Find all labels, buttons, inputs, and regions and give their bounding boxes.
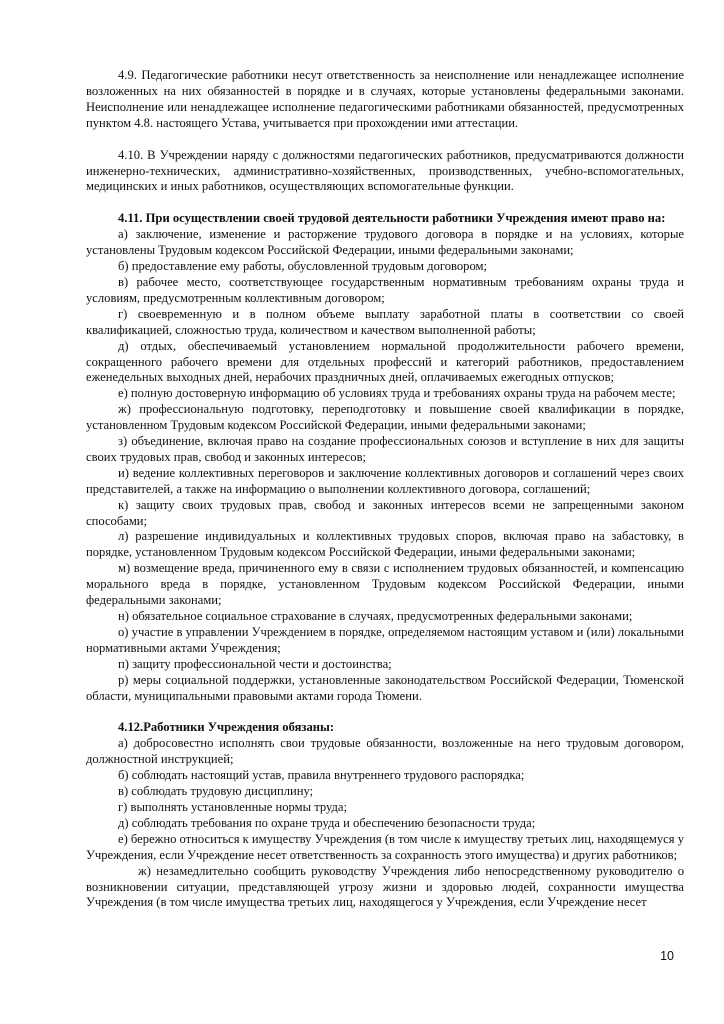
rights-item-d: д) отдых, обеспечиваемый установлением нормальной продолжительности рабочего времени, сокращенного рабочего времени для отдельных профессий и категорий работников, предоставлением еженедельных выходных дней, нерабочих праздничных дней, оплачиваемых ежегодных отпусков; <box>86 338 684 385</box>
duties-item-e: е) бережно относиться к имуществу Учреждения (в том числе к имуществу третьих лиц, находящемуся у Учреждения, если Учреждение несет ответственность за сохранность этого имущества) и других работников; <box>86 831 684 862</box>
rights-item-b: б) предоставление ему работы, обусловленной трудовым договором; <box>118 259 487 274</box>
section-4-11-heading: 4.11. При осуществлении своей трудовой деятельности работники Учреждения имеют право на: <box>118 211 666 226</box>
page-number: 10 <box>660 949 674 963</box>
section-4-12-heading: 4.12.Работники Учреждения обязаны: <box>118 720 335 735</box>
rights-item-g: г) своевременную и в полном объеме выплату заработной платы в соответствии со своей квалификацией, сложностью труда, количеством и качеством выполненной работы; <box>86 306 684 337</box>
rights-item-i: и) ведение коллективных переговоров и заключение коллективных договоров и соглашений через своих представителей, а также на информацию о выполнении коллективного договора, соглашений; <box>86 465 684 496</box>
rights-item-a: а) заключение, изменение и расторжение трудового договора в порядке и на условиях, которые установлены Трудовым кодексом Российской Федерации, иными федеральными законами; <box>86 227 684 258</box>
duties-item-a: а) добросовестно исполнять свои трудовые обязанности, возложенные на него трудовым договором, должностной инструкцией; <box>86 736 684 767</box>
rights-item-o: о) участие в управлении Учреждением в порядке, определяемом настоящим уставом и (или) локальными нормативными актами Учреждения; <box>86 624 684 655</box>
rights-item-k: к) защиту своих трудовых прав, свобод и законных интересов всеми не запрещенными законом способами; <box>86 497 684 528</box>
spacer <box>86 704 684 720</box>
duties-item-b: б) соблюдать настоящий устав, правила внутреннего трудового распорядка; <box>118 768 525 783</box>
duties-item-g: г) выполнять установленные нормы труда; <box>118 799 348 814</box>
rights-item-l: л) разрешение индивидуальных и коллективных трудовых споров, включая право на забастовку, в порядке, установленном Трудовым кодексом Российской Федерации, иными федеральными законами; <box>86 529 684 560</box>
rights-item-r: р) меры социальной поддержки, установленные законодательством Российской Федерации, Тюменской области, муниципальными правовыми актами города Тюмени. <box>86 672 684 703</box>
spacer <box>86 195 684 211</box>
document-page <box>86 68 684 911</box>
rights-item-zh: ж) профессиональную подготовку, переподготовку и повышение своей квалификации в порядке, установленном Трудовым кодексом Российской Федерации, иными федеральными законами; <box>86 402 684 433</box>
section-4-10: 4.10. В Учреждении наряду с должностями педагогических работников, предусматриваются должности инженерно-технических, административно-хозяйственных, производственных, учебно-вспомогательных, медицинских и иных работников, осуществляющих вспомогательные функции. <box>86 147 684 194</box>
rights-item-e: е) полную достоверную информацию об условиях труда и требованиях охраны труда на рабочем месте; <box>118 386 676 401</box>
duties-item-zh: ж) незамедлительно сообщить руководству Учреждения либо непосредственному руководителю о возникновении ситуации, представляющей угрозу жизни и здоровью людей, сохранности имущества Учреждения (в том числе имущества третьих лиц, находящегося у Учреждения, если Учреждение несет <box>86 863 684 910</box>
rights-item-v: в) рабочее место, соответствующее государственным нормативным требованиям охраны труда и условиям, предусмотренным коллективным договором; <box>86 274 684 305</box>
rights-item-n: н) обязательное социальное страхование в случаях, предусмотренных федеральными законами; <box>118 609 633 623</box>
rights-item-z: з) объединение, включая право на создание профессиональных союзов и вступление в них для защиты своих трудовых прав, свобод и законных интересов; <box>86 434 684 464</box>
duties-item-v: в) соблюдать трудовую дисциплину; <box>118 784 314 799</box>
spacer <box>86 132 684 148</box>
section-4-9: 4.9. Педагогические работники несут ответственность за неисполнение или ненадлежащее исполнение возложенных на них обязанностей в порядке и в случаях, которые установлены федеральными законами. Неисполнение или ненадлежащее исполнение педагогическими работниками обязанностей, предусмотренных пунктом 4.8. настоящего Устава, учитывается при прохождении ими аттестации. <box>86 68 684 130</box>
rights-item-m: м) возмещение вреда, причиненного ему в связи с исполнением трудовых обязанностей, и компенсацию морального вреда в порядке, установленном Трудовым кодексом Российской Федерации, иными федеральными законами; <box>86 561 684 608</box>
rights-item-p: п) защиту профессиональной чести и достоинства; <box>118 656 392 671</box>
duties-item-d: д) соблюдать требования по охране труда и обеспечению безопасности труда; <box>118 815 536 830</box>
